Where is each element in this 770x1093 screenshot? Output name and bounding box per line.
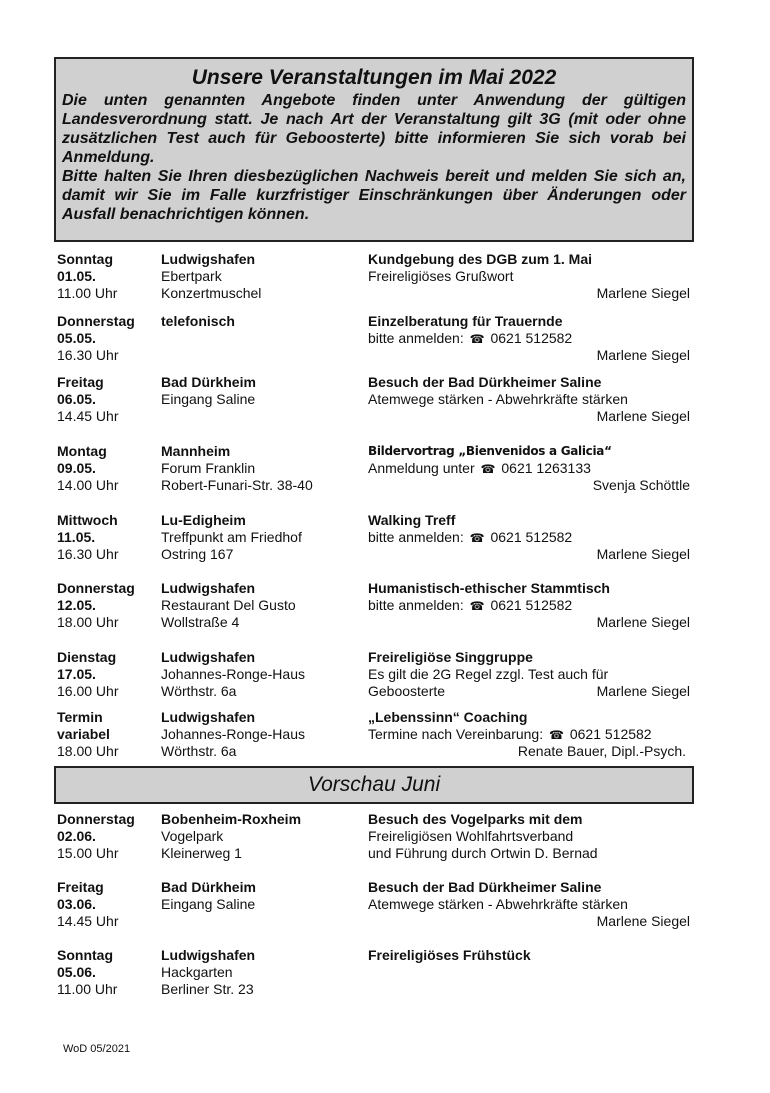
footer-code: WoD 05/2021 xyxy=(63,1043,131,1055)
event-phone: 0621 1263133 xyxy=(501,460,591,476)
phone-icon: ☎ xyxy=(469,531,485,545)
event-city: Ludwigshafen xyxy=(161,709,256,725)
event-title: Kundgebung des DGB zum 1. Mai xyxy=(368,251,593,267)
event-day: Montag xyxy=(57,443,107,459)
event-date: 17.05. xyxy=(57,666,96,682)
event-phone: 0621 512582 xyxy=(569,726,652,742)
event-date: 05.05. xyxy=(57,330,96,346)
event-city: Ludwigshafen xyxy=(161,251,256,267)
preview-box xyxy=(54,766,694,804)
event-city: Bobenheim-Roxheim xyxy=(161,811,302,827)
intro-paragraph: Die unten genannten Angebote finden unter Anwendung der gültigen Landesverordnung statt. Je nach Art der Veranstaltung gilt 3G (mit oder ohne zusätzlichen Test auch für Geboosterte) bitte informieren Sie sich vorab bei Anmeldung. xyxy=(62,92,686,166)
event-date: 05.06. xyxy=(57,964,96,980)
event-city: Bad Dürkheim xyxy=(161,374,256,390)
intro-box xyxy=(54,57,694,242)
event-entry xyxy=(57,251,690,303)
event-contact: Marlene Siegel xyxy=(596,546,690,562)
event-title: Besuch der Bad Dürkheimer Saline xyxy=(368,374,602,390)
event-phone: 0621 512582 xyxy=(490,529,573,545)
event-address: Konzertmuschel xyxy=(161,285,262,301)
event-time: 11.00 Uhr xyxy=(57,285,118,301)
event-time: 18.00 Uhr xyxy=(57,614,119,630)
event-date: 09.05. xyxy=(57,460,96,476)
event-time: 15.00 Uhr xyxy=(57,845,119,861)
event-time: 16.30 Uhr xyxy=(57,546,119,562)
event-info: Atemwege stärken - Abwehrkräfte stärken xyxy=(368,391,628,407)
event-date: 01.05. xyxy=(57,268,96,284)
event-title: Besuch der Bad Dürkheimer Saline xyxy=(368,879,602,895)
event-day: Donnerstag xyxy=(57,811,135,827)
event-info: bitte anmelden: xyxy=(368,330,464,346)
event-entry xyxy=(57,580,690,632)
event-info: Freireligiöses Grußwort xyxy=(368,268,514,284)
event-place: Vogelpark xyxy=(161,828,224,844)
event-time: 16.30 Uhr xyxy=(57,347,119,363)
event-date: 12.05. xyxy=(57,597,96,613)
event-address: Wörthstr. 6a xyxy=(161,683,237,699)
event-contact: Renate Bauer, Dipl.-Psych. xyxy=(517,743,686,759)
intro-title: Unsere Veranstaltungen im Mai 2022 xyxy=(191,66,557,89)
event-address: Berliner Str. 23 xyxy=(161,981,254,997)
event-place: Hackgarten xyxy=(161,964,233,980)
event-place: Johannes-Ronge-Haus xyxy=(161,666,305,682)
event-entry xyxy=(57,443,690,495)
event-address: Wollstraße 4 xyxy=(161,614,240,630)
event-title: Bildervortrag „Bienvenidos a Galicia“ xyxy=(368,444,612,458)
event-day: Freitag xyxy=(57,374,104,390)
event-title: Freireligiöse Singgruppe xyxy=(368,649,533,665)
event-city: telefonisch xyxy=(161,313,235,329)
intro-paragraph: Bitte halten Sie Ihren diesbezüglichen Nachweis bereit und melden Sie sich an, damit wir Sie im Falle kurzfristiger Einschränkungen über Änderungen oder Ausfall benachrichtigen können. xyxy=(62,168,686,223)
event-phone: 0621 512582 xyxy=(490,597,573,613)
event-contact: Marlene Siegel xyxy=(596,285,690,301)
event-time: 11.00 Uhr xyxy=(57,981,118,997)
event-entry xyxy=(57,879,690,931)
event-date: 02.06. xyxy=(57,828,96,844)
event-day: Sonntag xyxy=(57,251,113,267)
event-city: Lu-Edigheim xyxy=(161,512,246,528)
event-contact: Marlene Siegel xyxy=(596,683,690,699)
event-info: Anmeldung unter xyxy=(368,460,475,476)
event-date: 03.06. xyxy=(57,896,96,912)
event-day: Donnerstag xyxy=(57,580,135,596)
phone-icon: ☎ xyxy=(469,332,485,346)
event-info: bitte anmelden: xyxy=(368,597,464,613)
event-place: Forum Franklin xyxy=(161,460,256,476)
event-day: Donnerstag xyxy=(57,313,135,329)
event-title: Einzelberatung für Trauernde xyxy=(368,313,563,329)
event-time: 14.45 Uhr xyxy=(57,913,119,929)
event-info: Termine nach Vereinbarung: xyxy=(368,726,544,742)
event-info: und Führung durch Ortwin D. Bernad xyxy=(368,845,598,861)
event-time: 14.00 Uhr xyxy=(57,477,119,493)
event-entry xyxy=(57,649,690,701)
event-time: 16.00 Uhr xyxy=(57,683,119,699)
event-day: Sonntag xyxy=(57,947,113,963)
event-time: 18.00 Uhr xyxy=(57,743,119,759)
event-city: Ludwigshafen xyxy=(161,947,256,963)
event-contact: Marlene Siegel xyxy=(596,913,690,929)
event-date: variabel xyxy=(57,726,110,742)
event-phone: 0621 512582 xyxy=(490,330,573,346)
event-place: Eingang Saline xyxy=(161,391,256,407)
event-place: Eingang Saline xyxy=(161,896,256,912)
event-entry xyxy=(57,512,690,564)
event-title: Walking Treff xyxy=(368,512,456,528)
event-contact: Marlene Siegel xyxy=(596,347,690,363)
event-place: Treffpunkt am Friedhof xyxy=(161,529,302,545)
event-entry xyxy=(57,374,690,426)
event-time: 14.45 Uhr xyxy=(57,408,119,424)
phone-icon: ☎ xyxy=(549,728,564,742)
event-place: Restaurant Del Gusto xyxy=(161,597,296,613)
event-contact: Svenja Schöttle xyxy=(592,477,690,493)
event-address: Kleinerweg 1 xyxy=(161,845,242,861)
phone-icon: ☎ xyxy=(480,462,496,476)
event-day: Dienstag xyxy=(57,649,117,665)
event-city: Bad Dürkheim xyxy=(161,879,256,895)
event-place: Ebertpark xyxy=(161,268,222,284)
event-address: Wörthstr. 6a xyxy=(161,743,237,759)
event-address: Robert-Funari-Str. 38-40 xyxy=(161,477,313,493)
intro-text xyxy=(62,91,686,224)
event-day: Freitag xyxy=(57,879,104,895)
event-entry xyxy=(57,811,690,863)
event-contact: Marlene Siegel xyxy=(596,614,690,630)
event-info: bitte anmelden: xyxy=(368,529,464,545)
event-day: Mittwoch xyxy=(57,512,118,528)
event-title: „Lebenssinn“ Coaching xyxy=(368,709,528,725)
event-date: 11.05. xyxy=(57,529,96,545)
event-address: Ostring 167 xyxy=(161,546,234,562)
event-city: Mannheim xyxy=(161,443,231,459)
event-info: Atemwege stärken - Abwehrkräfte stärken xyxy=(368,896,628,912)
event-info: Freireligiösen Wohlfahrtsverband xyxy=(368,828,574,844)
event-entry xyxy=(57,947,690,999)
event-info: Es gilt die 2G Regel zzgl. Test auch für xyxy=(368,666,609,682)
event-info: Geboosterte xyxy=(368,683,446,699)
event-city: Ludwigshafen xyxy=(161,580,256,596)
event-date: 06.05. xyxy=(57,391,96,407)
phone-icon: ☎ xyxy=(469,599,485,613)
event-title: Besuch des Vogelparks mit dem xyxy=(368,811,583,827)
event-city: Ludwigshafen xyxy=(161,649,256,665)
event-contact: Marlene Siegel xyxy=(596,408,690,424)
event-day: Termin xyxy=(57,709,103,725)
event-title: Humanistisch-ethischer Stammtisch xyxy=(368,580,610,596)
event-title: Freireligiöses Frühstück xyxy=(368,947,531,963)
event-entry xyxy=(57,709,690,761)
preview-title: Vorschau Juni xyxy=(307,773,441,796)
event-place: Johannes-Ronge-Haus xyxy=(161,726,305,742)
event-entry xyxy=(57,313,690,365)
